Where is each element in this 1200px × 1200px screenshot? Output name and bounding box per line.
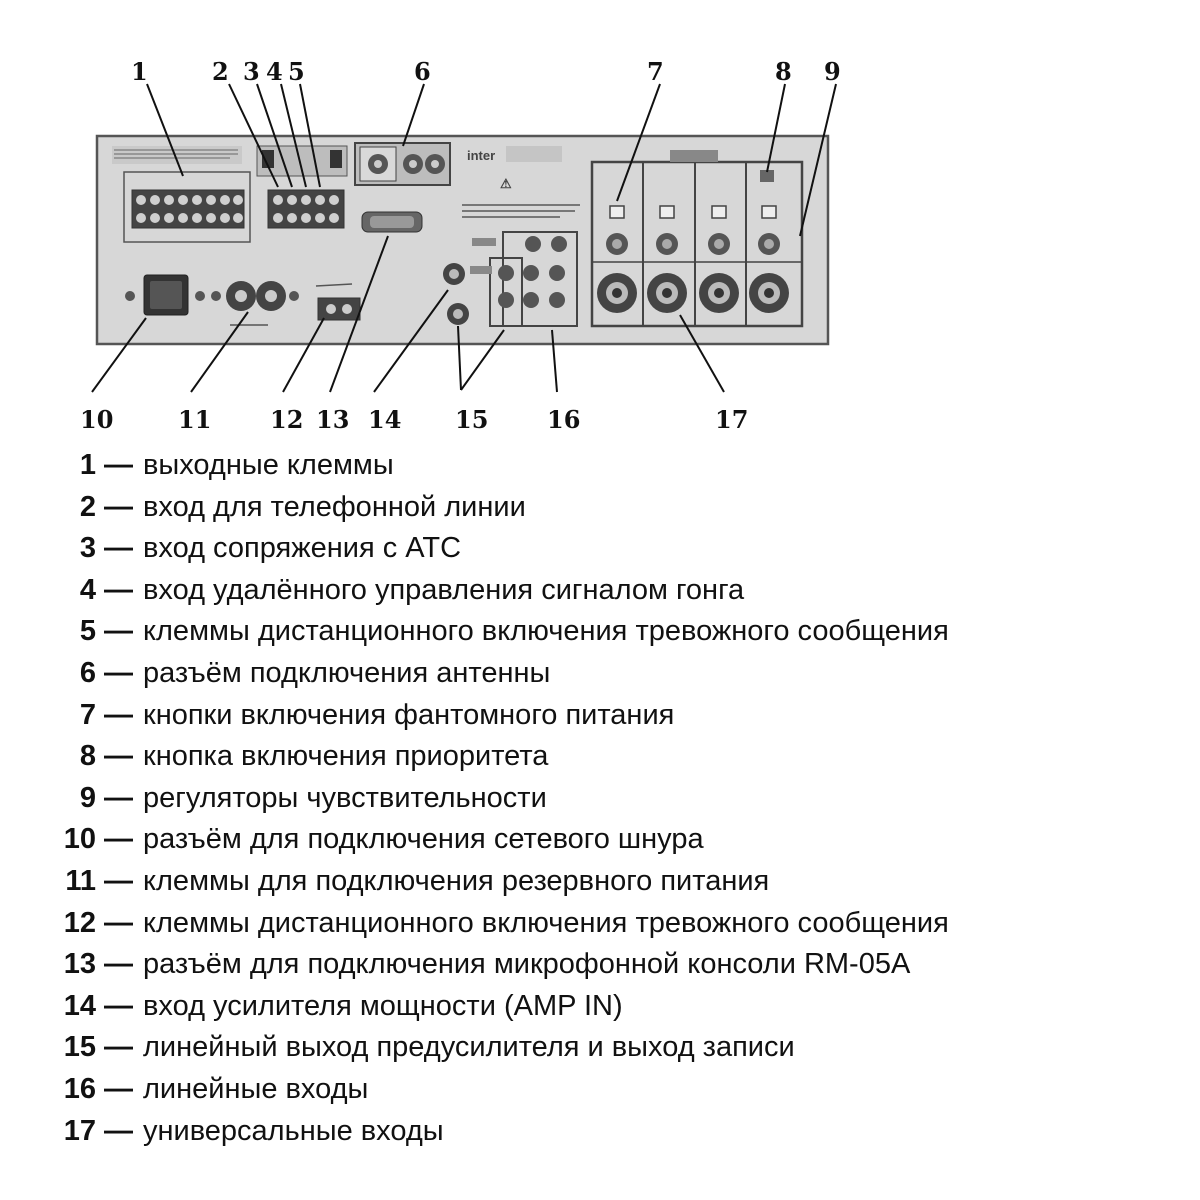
legend-item — [40, 570, 1180, 612]
antenna-connector — [355, 143, 450, 185]
callout-17: 17 — [715, 405, 749, 434]
legend-list — [40, 445, 1180, 1152]
callout-6: 6 — [414, 57, 431, 86]
callout-5: 5 — [288, 57, 305, 86]
legend-dash: — — [104, 698, 133, 731]
legend-dash: — — [104, 948, 133, 981]
legend-item — [40, 778, 1180, 820]
legend-item — [40, 611, 1180, 653]
legend-text: разъём подключения антенны — [143, 656, 551, 689]
legend-dash: — — [104, 656, 133, 689]
legend-item — [40, 903, 1180, 945]
legend-item — [40, 944, 1180, 986]
legend-number: 8 — [79, 740, 96, 773]
legend-number: 13 — [63, 948, 96, 981]
callout-13: 13 — [316, 405, 350, 434]
callout-3: 3 — [243, 57, 260, 86]
legend-text: линейные входы — [143, 1072, 369, 1105]
legend-number: 1 — [79, 449, 96, 481]
legend-number: 17 — [63, 1114, 96, 1147]
legend-dash: — — [104, 989, 133, 1022]
callout-11: 11 — [178, 405, 212, 434]
legend-number: 3 — [79, 532, 96, 565]
callout-14: 14 — [368, 405, 402, 434]
legend-item — [40, 1027, 1180, 1069]
legend-item — [40, 487, 1180, 529]
legend-text: кнопки включения фантомного питания — [143, 698, 675, 731]
legend-text: линейный выход предусилителя и выход записи — [143, 1031, 795, 1064]
callout-4: 4 — [266, 57, 283, 86]
legend-item — [40, 986, 1180, 1028]
callout-8: 8 — [775, 57, 792, 86]
rear-panel-diagram — [0, 0, 1200, 450]
callout-10: 10 — [80, 405, 114, 434]
legend-dash: — — [104, 449, 133, 481]
legend-item — [40, 861, 1180, 903]
legend-number: 12 — [63, 906, 96, 939]
legend-item — [40, 528, 1180, 570]
legend-text: разъём для подключения сетевого шнура — [143, 823, 704, 856]
legend-item — [40, 1111, 1180, 1153]
legend-text: клеммы дистанционного включения тревожного сообщения — [143, 906, 949, 939]
console-connector — [362, 212, 422, 232]
legend-number: 14 — [63, 989, 96, 1022]
legend-dash: — — [104, 490, 133, 523]
callout-7: 7 — [647, 57, 664, 86]
svg-text:⚠: ⚠ — [500, 176, 512, 191]
legend-item — [40, 445, 1180, 487]
legend-text: выходные клеммы — [143, 449, 394, 481]
legend-item — [40, 653, 1180, 695]
legend-number: 10 — [63, 823, 96, 856]
legend-item — [40, 736, 1180, 778]
legend-item — [40, 819, 1180, 861]
callout-12: 12 — [270, 405, 304, 434]
legend-number: 9 — [79, 781, 96, 814]
legend-text: вход для телефонной линии — [143, 490, 526, 523]
legend-text: универсальные входы — [143, 1114, 444, 1147]
legend-text: вход удалённого управления сигналом гонга — [143, 573, 745, 606]
legend-text: регуляторы чувствительности — [143, 781, 547, 814]
legend-dash: — — [104, 864, 133, 897]
legend-dash: — — [104, 1031, 133, 1064]
callout-2: 2 — [212, 57, 229, 86]
legend-number: 15 — [63, 1031, 96, 1064]
legend-text: разъём для подключения микрофонной консоли RM-05A — [143, 948, 911, 981]
legend-number: 5 — [79, 615, 96, 648]
brand-logo: inter — [467, 148, 496, 163]
legend-text: вход усилителя мощности (AMP IN) — [143, 989, 623, 1022]
legend-text: клеммы для подключения резервного питания — [143, 864, 770, 897]
legend-dash: — — [104, 573, 133, 606]
legend-number: 16 — [63, 1072, 96, 1105]
legend-dash: — — [104, 1072, 133, 1105]
legend-dash: — — [104, 1114, 133, 1147]
legend-text: клеммы дистанционного включения тревожного сообщения — [143, 615, 949, 648]
legend-text: вход сопряжения с АТС — [143, 532, 462, 565]
legend-number: 6 — [79, 656, 96, 689]
legend-number: 7 — [79, 698, 96, 731]
callout-15: 15 — [455, 405, 489, 434]
legend-dash: — — [104, 823, 133, 856]
callout-1: 1 — [131, 57, 148, 86]
callout-9: 9 — [824, 57, 841, 86]
legend-number: 2 — [79, 490, 96, 523]
legend-dash: — — [104, 532, 133, 565]
legend-item — [40, 1069, 1180, 1111]
callout-16: 16 — [547, 405, 581, 434]
legend-dash: — — [104, 781, 133, 814]
legend-number: 11 — [65, 864, 96, 897]
legend-dash: — — [104, 906, 133, 939]
legend-item — [40, 695, 1180, 737]
legend-number: 4 — [79, 573, 96, 606]
legend-dash: — — [104, 615, 133, 648]
legend-dash: — — [104, 740, 133, 773]
legend-text: кнопка включения приоритета — [143, 740, 549, 773]
